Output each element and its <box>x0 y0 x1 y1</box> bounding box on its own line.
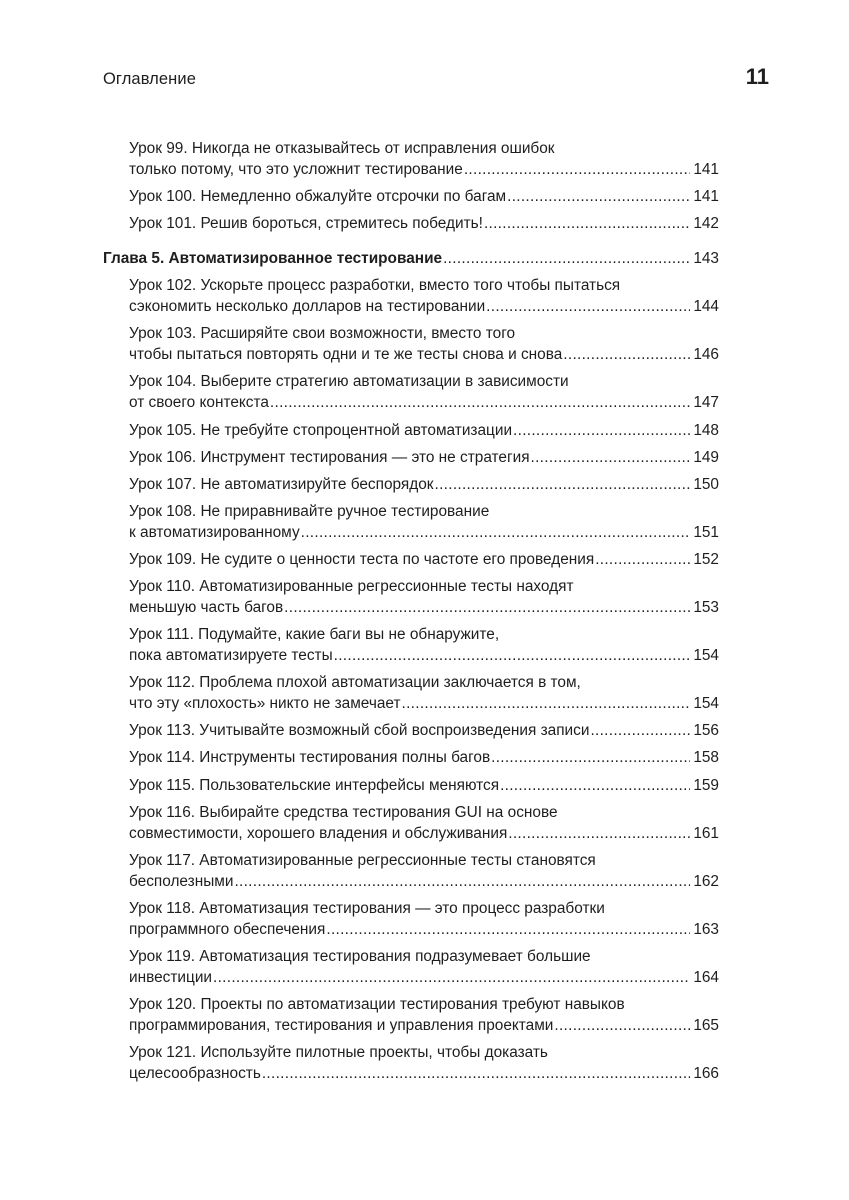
toc-entry-title-line: к автоматизированному <box>129 523 300 541</box>
dot-leader <box>513 420 690 441</box>
toc-entry-row <box>129 344 719 365</box>
toc-page-number: 166 <box>693 1065 719 1083</box>
dot-leader <box>508 823 690 844</box>
toc-entry-title-line: Урок 106. Инструмент тестирования — это не стратегия <box>129 448 530 466</box>
toc-entry-row <box>129 522 719 543</box>
toc-entry-title-line: пока автоматизируете тесты <box>129 647 333 665</box>
dot-leader <box>262 1063 690 1084</box>
toc-entry-row <box>129 1063 719 1084</box>
toc-entry-row <box>129 213 719 234</box>
toc-entry-title-line: Урок 115. Пользовательские интерфейсы меняются <box>129 776 500 794</box>
toc-entry-title-line: что эту «плохость» никто не замечает <box>129 695 401 713</box>
dot-leader <box>284 597 690 618</box>
dot-leader <box>301 522 691 543</box>
toc-entry-title-line: программирования, тестирования и управления проектами <box>129 1016 554 1034</box>
toc-entry-title-line: Урок 102. Ускорьте процесс разработки, вместо того чтобы пытаться <box>129 277 621 295</box>
toc-page-number: 144 <box>693 298 719 316</box>
dot-leader <box>484 213 690 234</box>
toc-entry-title-line: целесообразность <box>129 1065 261 1083</box>
toc-page-number: 165 <box>693 1016 719 1034</box>
toc-page-number: 151 <box>693 523 719 541</box>
toc-lesson-entry <box>103 802 719 844</box>
dot-leader <box>464 159 690 180</box>
toc-entry-row <box>129 693 719 714</box>
dot-leader <box>486 296 690 317</box>
toc-page-number: 161 <box>693 824 719 842</box>
dot-leader <box>531 447 691 468</box>
toc-lesson-entry <box>103 323 719 365</box>
toc-lesson-entry <box>103 213 719 234</box>
toc-lesson-entry <box>103 275 719 317</box>
toc-lesson-entry <box>103 371 719 413</box>
toc-entry-title-line: совместимости, хорошего владения и обслуживания <box>129 824 508 842</box>
toc-entry-title-line: программного обеспечения <box>129 920 326 938</box>
toc-lesson-entry <box>103 474 719 495</box>
toc-entry-row <box>129 919 719 940</box>
toc-lesson-entry <box>103 576 719 618</box>
toc-entry-title-line: Урок 99. Никогда не отказывайтесь от исправления ошибок <box>129 140 555 157</box>
dot-leader <box>326 919 690 940</box>
toc-entry-title-line: Урок 112. Проблема плохой автоматизации заключается в том, <box>129 674 581 692</box>
toc-lesson-entry <box>103 549 719 570</box>
toc-page-number: 162 <box>693 872 719 890</box>
toc-page-number: 149 <box>693 448 719 466</box>
toc-entry-title-line: Урок 103. Расширяйте свои возможности, вместо того <box>129 325 516 343</box>
toc-entry-title-line: Урок 113. Учитывайте возможный сбой воспроизведения записи <box>129 722 590 740</box>
toc-entry-row <box>129 597 719 618</box>
dot-leader <box>213 967 690 988</box>
toc-entry-title-line: Урок 104. Выберите стратегию автоматизации в зависимости <box>129 373 569 391</box>
toc-lesson-entry <box>103 420 719 441</box>
toc-lesson-entry <box>103 720 719 741</box>
toc-lesson-entry <box>103 1042 719 1084</box>
toc-entry-title-line: Урок 116. Выбирайте средства тестирования GUI на основе <box>129 803 558 821</box>
toc-page-number: 159 <box>693 776 719 794</box>
dot-leader <box>435 474 691 495</box>
dot-leader <box>334 645 691 666</box>
dot-leader <box>491 747 690 768</box>
toc-entry-title-line: Урок 110. Автоматизированные регрессионные тесты находят <box>129 578 574 596</box>
toc-entry-row <box>129 1015 719 1036</box>
toc-chapter-entry <box>103 248 719 269</box>
toc-entry-row <box>129 474 719 495</box>
toc-lesson-entry <box>103 747 719 768</box>
dot-leader <box>554 1015 690 1036</box>
toc-entry-title-line: Урок 117. Автоматизированные регрессионные тесты становятся <box>129 851 596 869</box>
page-header <box>103 64 769 94</box>
toc-entry-title-line: чтобы пытаться повторять одни и те же тесты снова и снова <box>129 346 563 364</box>
toc-entry-row <box>129 447 719 468</box>
dot-leader <box>402 693 691 714</box>
toc-entry-row <box>129 549 719 570</box>
toc-page-number: 146 <box>693 346 719 364</box>
dot-leader <box>563 344 690 365</box>
toc-page-number: 154 <box>693 695 719 713</box>
toc-entry-row <box>103 248 719 269</box>
dot-leader <box>234 871 690 892</box>
toc-entry-title-line: Урок 101. Решив бороться, стремитесь победить! <box>129 215 483 233</box>
toc-entry-row <box>129 296 719 317</box>
toc-entry-row <box>129 823 719 844</box>
toc-page-number: 141 <box>693 161 719 178</box>
toc-page-number: 143 <box>693 250 719 268</box>
toc-entry-title-line: от своего контекста <box>129 394 269 412</box>
toc-entry-row <box>129 967 719 988</box>
toc-lesson-entry <box>103 946 719 988</box>
toc-lesson-entry <box>103 775 719 796</box>
dot-leader <box>500 775 690 796</box>
toc-entry-row <box>129 392 719 413</box>
toc-page-number: 158 <box>693 749 719 767</box>
dot-leader <box>507 186 690 207</box>
toc-entry-title-line: Урок 108. Не приравнивайте ручное тестирование <box>129 502 490 520</box>
toc-page-number: 142 <box>693 215 719 233</box>
toc-entry-title-line: Урок 120. Проекты по автоматизации тестирования требуют навыков <box>129 995 625 1013</box>
dot-leader <box>590 720 690 741</box>
toc-page-number: 152 <box>693 550 719 568</box>
page-number: 11 <box>745 64 769 89</box>
toc-entry-title-line: инвестиции <box>129 968 213 986</box>
toc-lesson-entry <box>103 898 719 940</box>
toc-lesson-entry <box>103 850 719 892</box>
toc-entry-title-line: бесполезными <box>129 872 234 890</box>
toc-entry-title-line: только потому, что это усложнит тестирование <box>129 161 463 178</box>
toc-lesson-entry <box>103 447 719 468</box>
toc-entry-row <box>129 420 719 441</box>
toc-entry-row <box>129 645 719 666</box>
dot-leader <box>595 549 690 570</box>
dot-leader <box>270 392 690 413</box>
toc-entry-title-line: Урок 100. Немедленно обжалуйте отсрочки по багам <box>129 188 507 206</box>
toc-lesson-entry <box>103 186 719 207</box>
toc-lesson-entry <box>103 624 719 666</box>
toc-entry-title-line: Урок 118. Автоматизация тестирования — это процесс разработки <box>129 899 605 917</box>
toc-entry-row <box>129 871 719 892</box>
toc-page-number: 164 <box>693 968 719 986</box>
toc-entry-title-line: Глава 5. Автоматизированное тестирование <box>103 250 443 268</box>
table-of-contents <box>103 138 719 1090</box>
toc-entry-title-line: меньшую часть багов <box>129 599 284 617</box>
toc-entry-title-line: сэкономить несколько долларов на тестировании <box>129 298 486 316</box>
toc-entry-title-line: Урок 107. Не автоматизируйте беспорядок <box>129 475 434 493</box>
toc-entry-title-line: Урок 121. Используйте пилотные проекты, чтобы доказать <box>129 1044 548 1062</box>
toc-page-number: 150 <box>693 475 719 493</box>
toc-entry-title-line: Урок 111. Подумайте, какие баги вы не обнаружите, <box>129 626 500 644</box>
toc-entry-title-line: Урок 114. Инструменты тестирования полны багов <box>129 749 491 767</box>
toc-lesson-entry <box>103 672 719 714</box>
toc-entry-row <box>129 747 719 768</box>
toc-page-number: 163 <box>693 920 719 938</box>
toc-lesson-entry <box>103 501 719 543</box>
toc-page-number: 141 <box>693 188 719 206</box>
toc-entry-title-line: Урок 109. Не судите о ценности теста по частоте его проведения <box>129 550 595 568</box>
toc-entry-title-line: Урок 105. Не требуйте стопроцентной автоматизации <box>129 421 513 439</box>
dot-leader <box>443 248 690 269</box>
toc-lesson-entry <box>103 994 719 1036</box>
running-head: Оглавление <box>103 70 196 88</box>
toc-page-number: 148 <box>693 421 719 439</box>
toc-page-number: 156 <box>693 722 719 740</box>
toc-page-number: 154 <box>693 647 719 665</box>
toc-lesson-entry <box>103 138 719 180</box>
toc-page-number: 147 <box>693 394 719 412</box>
toc-entry-title-line: Урок 119. Автоматизация тестирования подразумевает большие <box>129 947 591 965</box>
toc-page-number: 153 <box>693 599 719 617</box>
toc-entry-row <box>129 720 719 741</box>
toc-entry-row <box>129 775 719 796</box>
toc-entry-row <box>129 186 719 207</box>
toc-entry-row <box>129 159 719 180</box>
